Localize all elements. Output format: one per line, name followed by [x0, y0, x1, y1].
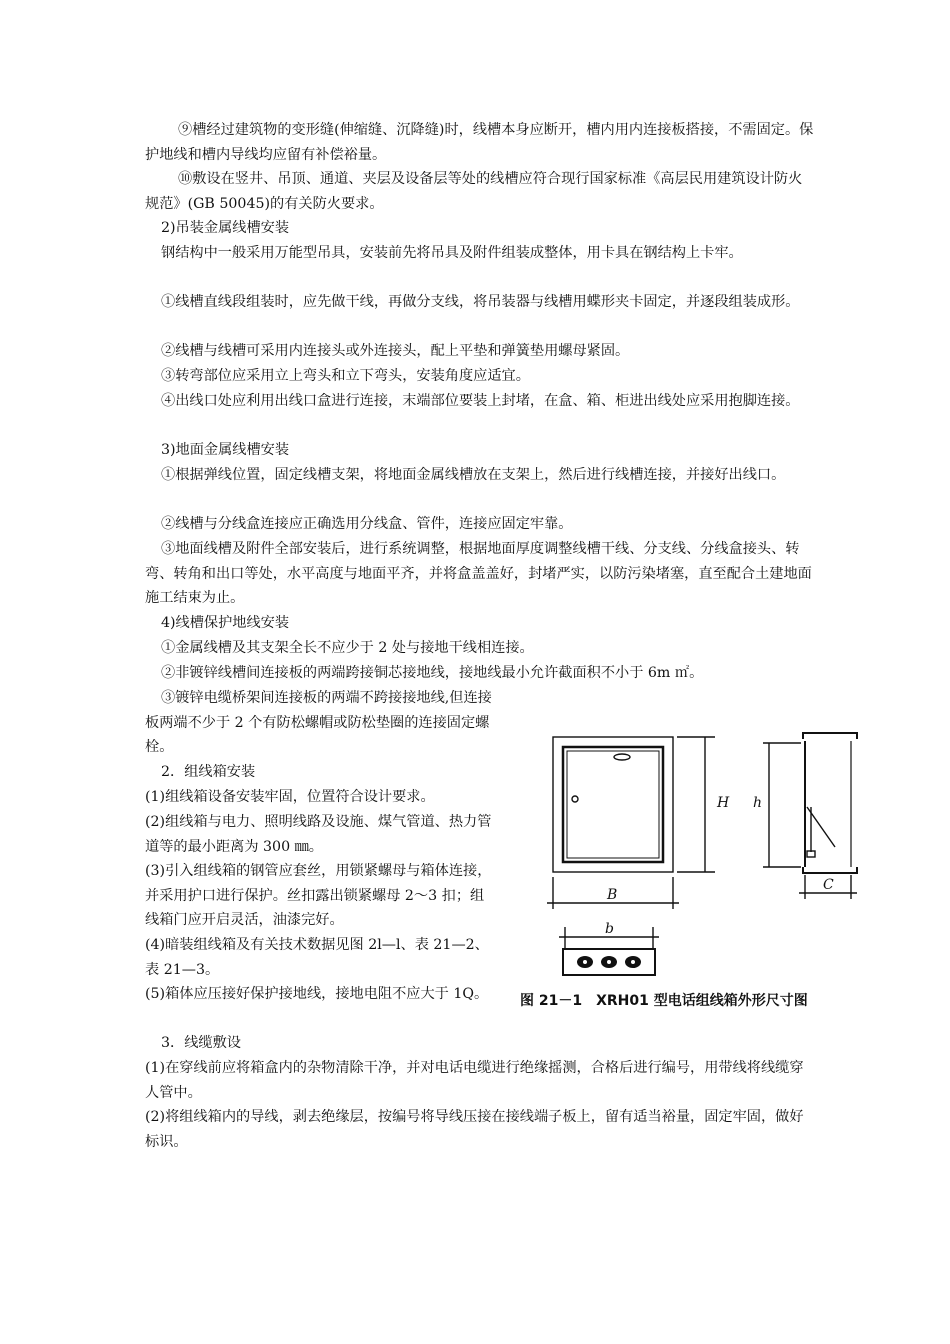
paragraph-bend: ③转弯部位应采用立上弯头和立下弯头，安装角度应适宜。	[161, 368, 530, 384]
paragraph-galvanized-tray: ③镀锌电缆桥架间连接板的两端不跨接接地线,但连接板两端不少于 2 个有防松螺帽或防松垫圈的连接固定螺栓。	[145, 690, 492, 756]
door-handle	[614, 754, 630, 760]
paragraph-cable-insulation-test: (1)在穿线前应将箱盒内的杂物清除干净，并对电话电缆进行绝缘摇测，合格后进行编号，用带线将线缆穿人管中。	[145, 1060, 804, 1101]
heading-floor-trunking: 3)地面金属线槽安装	[161, 442, 290, 458]
paragraph-junction-box: ②线槽与分线盒连接应正确选用分线盒、管件，连接应固定牢靠。	[161, 516, 573, 532]
paragraph-copper-ground-wire: ②非镀锌线槽间连接板的两端跨接铜芯接地线，接地线最小允许截面积不小于 6m ㎡。	[161, 665, 704, 681]
paragraph-box-fixed: (1)组线箱设备安装牢固，位置符合设计要求。	[145, 789, 435, 805]
paragraph-floor-bracket: ①根据弹线位置，固定线槽支架，将地面金属线槽放在支架上，然后进行线槽连接，并接好出线口。	[161, 467, 786, 483]
box-door	[563, 747, 663, 862]
paragraph-conduit-thread: (3)引入组线箱的钢管应套丝，用锁紧螺母与箱体连接，并采用护口进行保护。丝扣露出锁紧螺母 2～3 扣；组线箱门应开启灵活，油漆完好。	[145, 863, 492, 929]
paragraph-box-grounding: (5)箱体应压接好保护接地线，接地电阻不应大于 1Q。	[145, 986, 489, 1002]
paragraph-straight-section: ①线槽直线段组装时，应先做干线，再做分支线，将吊装器与线槽用蝶形夹卡固定，并逐段组装成形。	[161, 294, 800, 310]
heading-hanging-trunking: 2)吊装金属线槽安装	[161, 220, 290, 236]
figure-caption: 图 21－1 XRH01 型电话组线箱外形尺寸图	[520, 993, 808, 1009]
paragraph-joint-connectors: ②线槽与线槽可采用内连接头或外连接头，配上平垫和弹簧垫用螺母紧固。	[161, 343, 630, 359]
paragraph-outlet: ④出线口处应利用出线口盒进行连接，末端部位要装上封堵，在盒、箱、柜进出线处应采用抱脚连接。	[161, 393, 800, 409]
label-h: h	[753, 795, 763, 811]
paragraph-min-distance: (2)组线箱与电力、照明线路及设施、煤气管道、热力管道等的最小距离为 300 ㎜。	[145, 814, 492, 855]
heading-cable-laying: 3．线缆敷设	[161, 1035, 241, 1051]
paragraph-system-adjustment: ③地面线槽及附件全部安装后，进行系统调整，根据地面厚度调整线槽干线、分支线、分线盒接头、转弯、转角和出口等处，水平高度与地面平齐，并将盒盖盖好，封堵严实，以防污染堵塞，直至配合土建地面施工结束为止。	[145, 541, 812, 607]
door-lock	[572, 796, 578, 802]
paragraph-10-fire-code: ⑩敷设在竖井、吊顶、通道、夹层及设备层等处的线槽应符合现行国家标准《高层民用建筑设计防火规范》(GB 50045)的有关防火要求。	[145, 171, 803, 212]
label-H: H	[717, 795, 730, 811]
paragraph-wire-termination: (2)将组线箱内的导线，剥去绝缘层，按编号将导线压接在接线端子板上，留有适当裕量，固定牢固，做好标识。	[145, 1109, 804, 1150]
box-front-outline	[553, 737, 673, 872]
label-b: b	[605, 921, 614, 937]
paragraph-grounding-points: ①金属线槽及其支架全长不应少于 2 处与接地干线相连接。	[161, 640, 534, 656]
paragraph-steel-structure-hanger: 钢结构中一般采用万能型吊具，安装前先将吊具及附件组装成整体，用卡具在钢结构上卡牢。	[161, 245, 743, 261]
terminal-box-dimension-figure	[545, 712, 865, 1012]
label-B: B	[607, 887, 618, 903]
paragraph-concealed-box-data: (4)暗装组线箱及有关技术数据见图 2l—l、表 21—2、表 21—3。	[145, 937, 489, 978]
heading-terminal-box-install: 2．组线箱安装	[161, 764, 256, 780]
label-C: C	[823, 877, 834, 893]
heading-grounding: 4)线槽保护地线安装	[161, 615, 290, 631]
paragraph-9-expansion-joint: ⑨槽经过建筑物的变形缝(伸缩缝、沉降缝)时，线槽本身应断开，槽内用内连接板搭接，不需固定。保护地线和槽内导线均应留有补偿裕量。	[145, 122, 814, 163]
